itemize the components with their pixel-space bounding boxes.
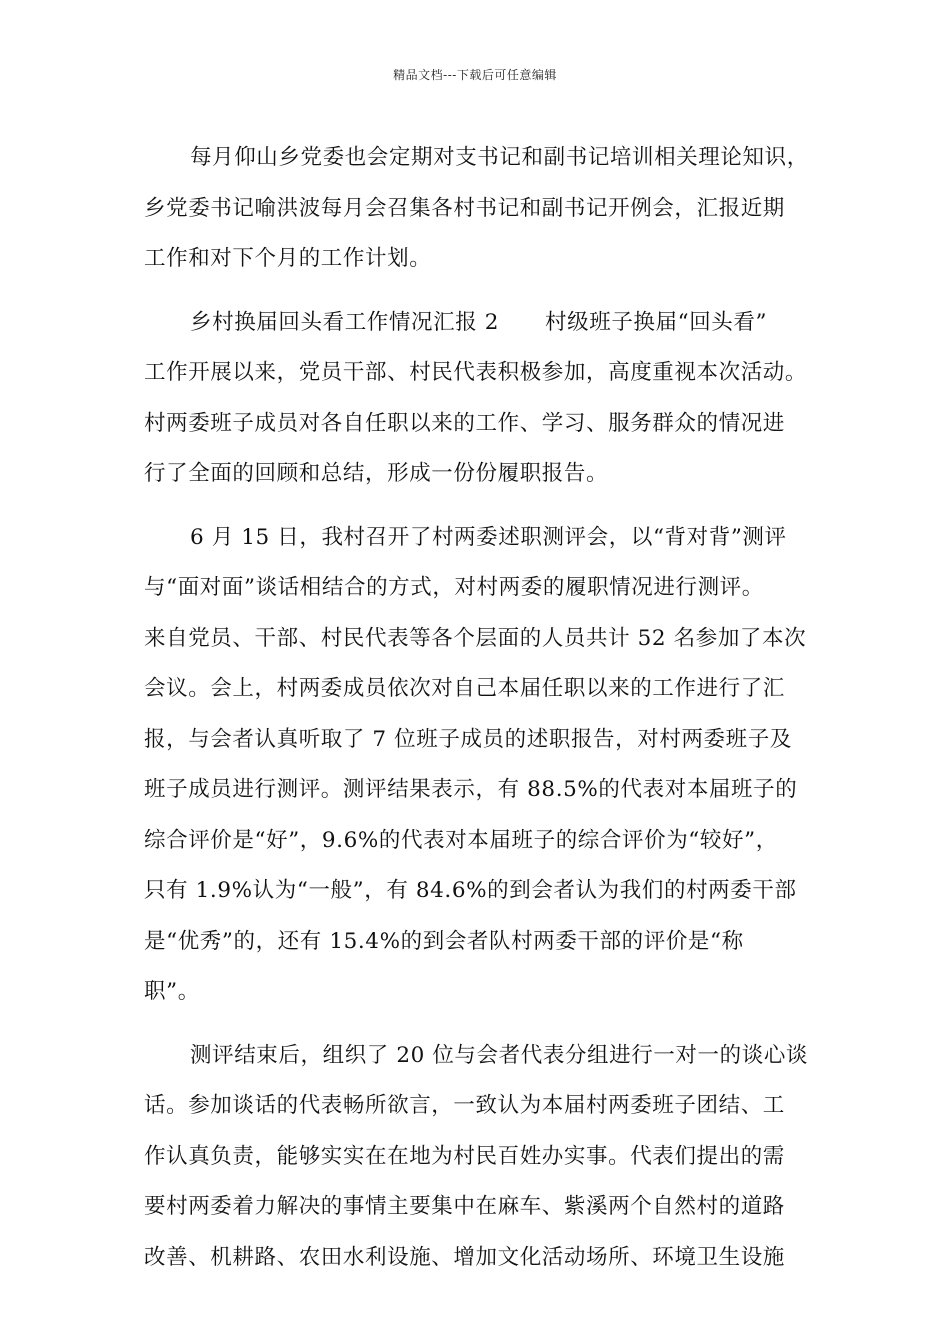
text-line: 要村两委着力解决的事情主要集中在麻车、紫溪两个自然村的道路 — [144, 1194, 785, 1219]
text-line: 乡党委书记喻洪波每月会召集各村书记和副书记开例会，汇报近期 — [144, 195, 785, 221]
paragraph-2 — [144, 298, 814, 500]
paragraph-3 — [144, 513, 814, 1018]
paragraph-1 — [144, 133, 814, 285]
text-line: 村两委班子成员对各自任职以来的工作、学习、服务群众的情况进 — [144, 410, 785, 436]
text-line: 测评结束后，组织了 20 位与会者代表分组进行一对一的谈心谈 — [190, 1042, 809, 1068]
paragraph-4 — [144, 1031, 814, 1284]
text-line: 每月仰山乡党委也会定期对支书记和副书记培训相关理论知识， — [190, 145, 809, 170]
text-line: 6 月 15 日，我村召开了村两委述职测评会，以“背对背”测评 — [190, 524, 787, 550]
text-line: 会议。会上，村两委成员依次对自己本届任职以来的工作进行了汇 — [144, 676, 785, 701]
text-line: 来自党员、干部、村民代表等各个层面的人员共计 52 名参加了本次 — [144, 625, 807, 651]
text-line: 综合评价是“好”，9.6%的代表对本届班子的综合评价为“较好”， — [144, 827, 778, 853]
text-line: 改善、机耕路、农田水利设施、增加文化活动场所、环境卫生设施 — [144, 1244, 785, 1270]
text-line: 与“面对面”谈话相结合的方式，对村两委的履职情况进行测评。 — [144, 575, 764, 600]
text-line: 职”。 — [144, 979, 200, 1004]
text-line: 班子成员进行测评。测评结果表示，有 88.5%的代表对本届班子的 — [144, 777, 798, 802]
text-line: 行了全面的回顾和总结，形成一份份履职报告。 — [144, 461, 609, 486]
text-line: 话。参加谈话的代表畅所欲言，一致认为本届村两委班子团结、工 — [144, 1093, 785, 1118]
page-header: 精品文档---下载后可任意编辑 — [393, 68, 557, 82]
text-line: 工作开展以来，党员干部、村民代表积极参加，高度重视本次活动。 — [144, 360, 808, 385]
text-line: 作认真负责，能够实实在在地为村民百姓办实事。代表们提出的需 — [144, 1143, 785, 1169]
section-title: 乡村换届回头看工作情况汇报 2 — [190, 309, 500, 335]
text-line: 是“优秀”的，还有 15.4%的到会者队村两委干部的评价是“称 — [144, 928, 744, 954]
text-line: 报，与会者认真听取了 7 位班子成员的述职报告，对村两委班子及 — [144, 726, 792, 752]
document-body — [144, 133, 814, 1296]
text-line: 只有 1.9%认为“一般”，有 84.6%的到会者认为我们的村两委干部 — [144, 878, 797, 903]
text-line: 工作和对下个月的工作计划。 — [144, 246, 432, 271]
text-line: 村级班子换届“回头看” — [545, 309, 768, 335]
